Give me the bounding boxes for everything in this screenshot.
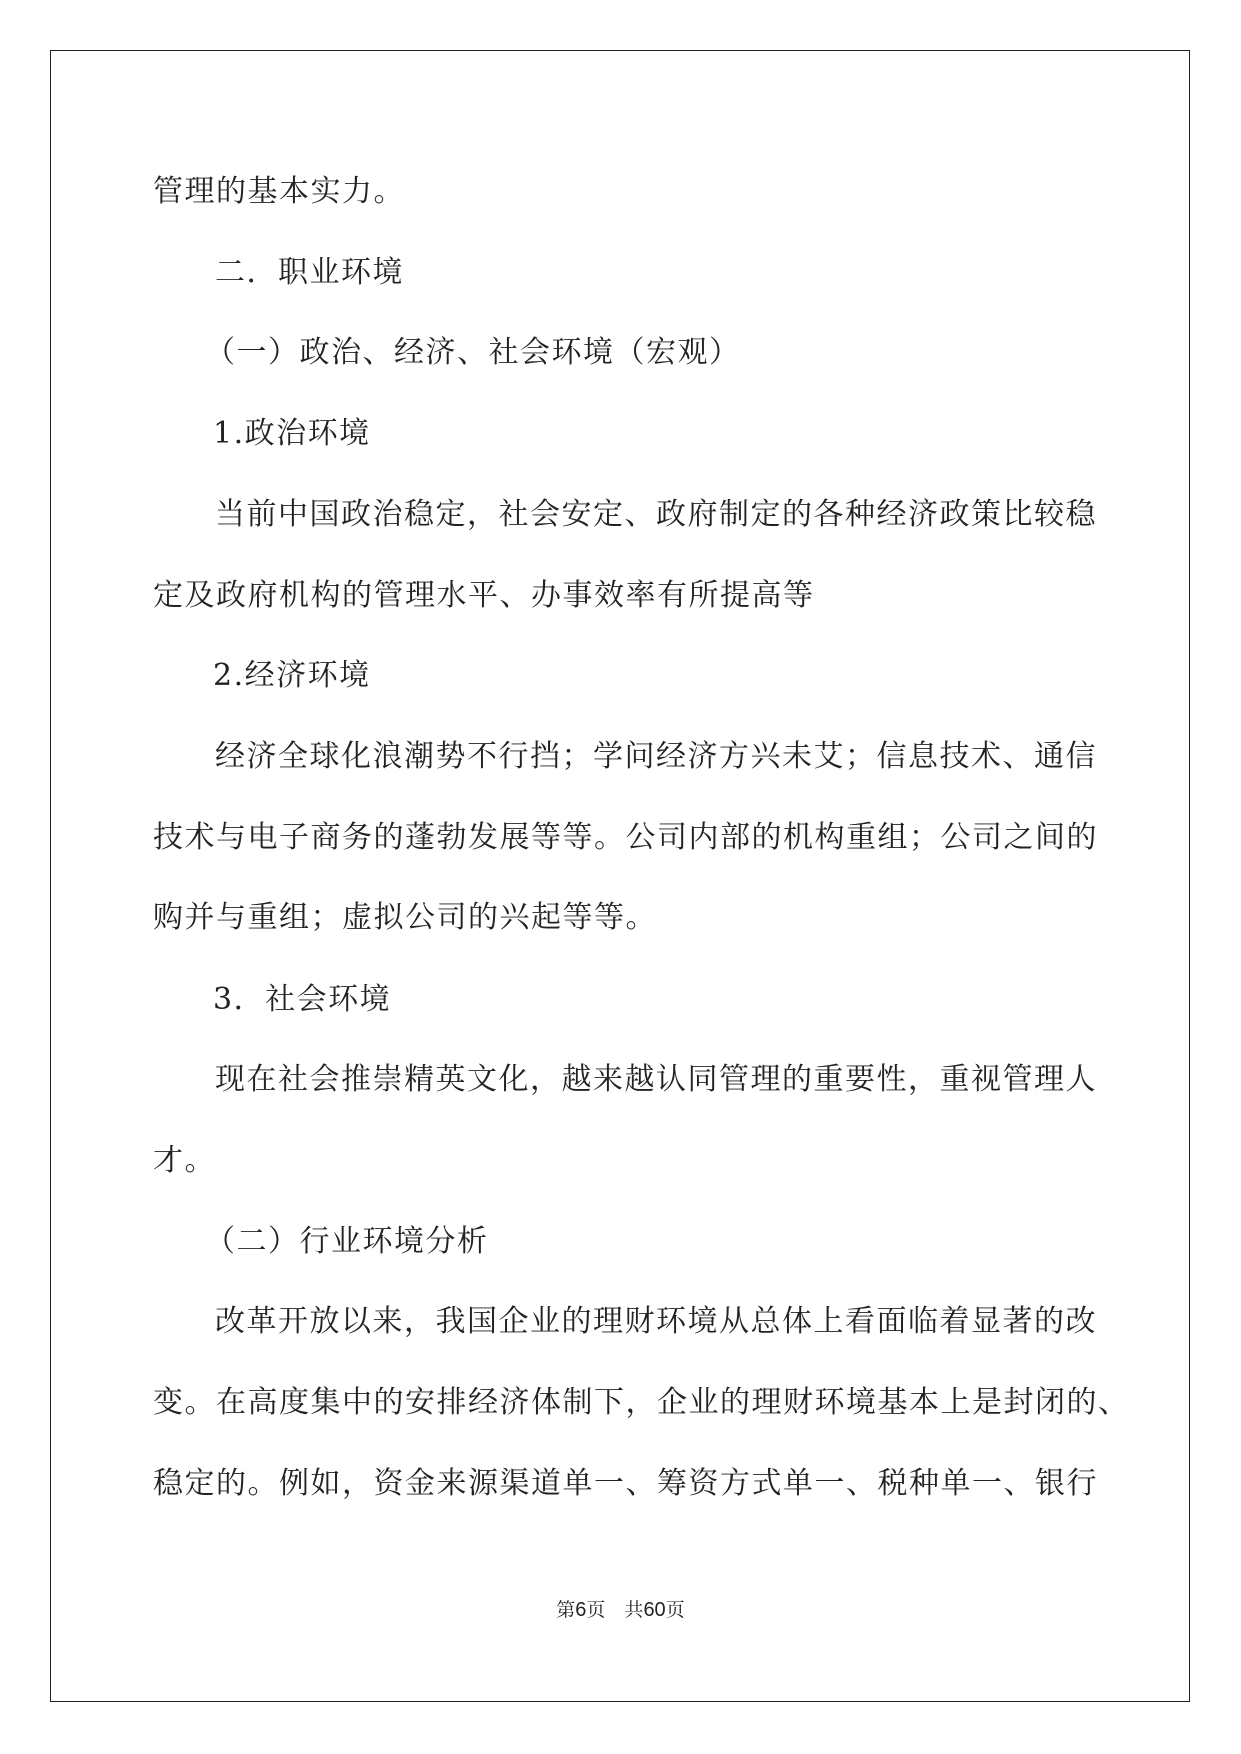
paragraph-line: 当前中国政治稳定，社会安定、政府制定的各种经济政策比较稳 (215, 497, 1097, 532)
subsection-heading: （二）行业环境分析 (205, 1224, 489, 1259)
item-heading: 1.政治环境 (213, 416, 371, 451)
footer-prefix: 第 (556, 1599, 576, 1621)
paragraph-line: 经济全球化浪潮势不行挡；学问经济方兴未艾；信息技术、通信 (215, 739, 1097, 774)
footer-middle: 页 共 (586, 1599, 644, 1621)
item-heading: 3．社会环境 (213, 982, 392, 1017)
paragraph-line: 技术与电子商务的蓬勃发展等等。公司内部的机构重组；公司之间的 (153, 820, 1098, 855)
paragraph-line: 改革开放以来，我国企业的理财环境从总体上看面临着显著的改 (215, 1304, 1097, 1339)
page-footer (0, 1595, 1241, 1622)
paragraph-line: 稳定的。例如，资金来源渠道单一、筹资方式单一、税种单一、银行 (153, 1466, 1098, 1501)
paragraph-line: 定及政府机构的管理水平、办事效率有所提高等 (153, 578, 815, 613)
page-border (50, 50, 1190, 1702)
section-heading: 二．职业环境 (215, 255, 404, 290)
paragraph-line: 购并与重组；虚拟公司的兴起等等。 (153, 900, 657, 935)
paragraph-line: 变。在高度集中的安排经济体制下，企业的理财环境基本上是封闭的、 (153, 1385, 1130, 1420)
current-page-number: 6 (575, 1599, 587, 1621)
total-pages-number: 60 (643, 1599, 666, 1621)
subsection-heading: （一）政治、经济、社会环境（宏观） (205, 335, 741, 370)
item-heading: 2.经济环境 (213, 658, 371, 693)
paragraph-line: 现在社会推崇精英文化，越来越认同管理的重要性，重视管理人 (215, 1062, 1097, 1097)
paragraph-line: 才。 (153, 1143, 216, 1178)
paragraph-line: 管理的基本实力。 (153, 174, 405, 209)
footer-suffix: 页 (665, 1599, 685, 1621)
